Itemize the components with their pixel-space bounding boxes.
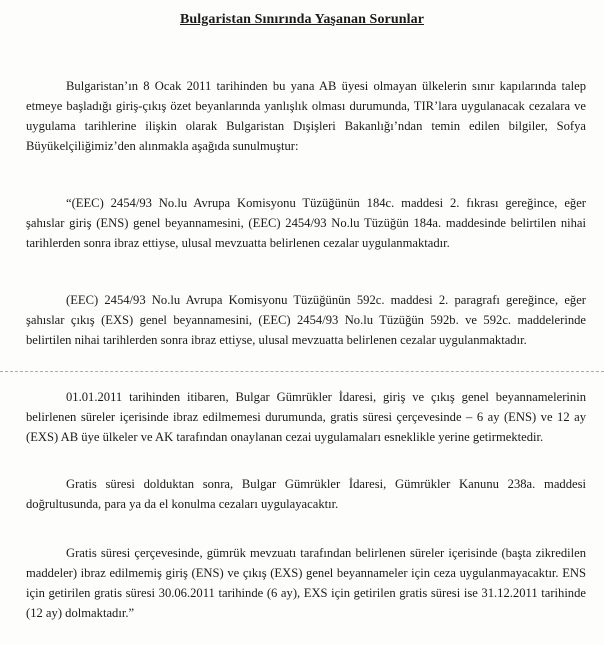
document-title: Bulgaristan Sınırında Yaşanan Sorunlar <box>179 12 425 27</box>
paragraph-ens-rule: “(EEC) 2454/93 No.lu Avrupa Komisyonu Tüzüğünün 184c. maddesi 2. fıkrası gereğince, eğer şahıslar giriş (ENS) genel beyannamesini, (EEC) 2454/93 No.lu Tüzüğün 184a. maddesinde belirtilen nihai tarihlerden sonra ibraz ettiyse, ulusal mevzuatta belirlenen cezalar uygulanmaktadır. <box>26 196 586 250</box>
paragraph-grace-period: 01.01.2011 tarihinden itibaren, Bulgar Gümrükler İdaresi, giriş ve çıkış genel beyannamelerinin belirlenen süreler içerisinde ibraz edilmemesi durumunda, gratis süresi çerçevesinde – 6 ay (ENS) ve 12 ay (EXS) AB üye ülkeler ve AK tarafından onaylanan cezai uygulamaları esneklikle yerine getirmektedir. <box>26 390 586 444</box>
paragraph-deadlines: Gratis süresi çerçevesinde, gümrük mevzuatı tarafından belirlenen süreler içerisinde (başta zikredilen maddeler) ibraz edilmemiş giriş (ENS) ve çıkış (EXS) genel beyannameler için ceza uygulanmayacaktır. ENS için getirilen gratis süresi 30.06.2011 tarihinde (6 ay), EXS için getirilen gratis süresi ise 31.12.2011 tarihinde (12 ay) dolmaktadır.” <box>26 546 586 620</box>
paragraph-intro: Bulgaristan’ın 8 Ocak 2011 tarihinden bu yana AB üyesi olmayan ülkelerin sınır kapılarında talep etmeye başladığı giriş-çıkış özet beyanlarında yanlışlık olması durumunda, TIR’lara uygulanacak cezalara ve uygulama tarihlerine ilişkin olarak Bulgaristan Dışişleri Bakanlığı’ndan temin edilen bilgiler, Sofya Büyükelçiliğimiz’den alınmakla aşağıda sunulmuştur: <box>26 79 586 153</box>
paragraph-exs-rule: (EEC) 2454/93 No.lu Avrupa Komisyonu Tüzüğünün 592c. maddesi 2. paragrafı gereğince, eğer şahıslar çıkış (EXS) genel beyannamesini, (EEC) 2454/93 No.lu Tüzüğün 592b. ve 592c. maddelerinde belirtilen nihai tarihlerden sonra ibraz ettiyse, ulusal mevzuatta belirlenen cezalar uygulanmaktadır. <box>26 293 586 347</box>
scan-divider-line <box>0 371 604 372</box>
paragraph-after-grace: Gratis süresi dolduktan sonra, Bulgar Gümrükler İdaresi, Gümrükler Kanunu 238a. maddesi doğrultusunda, para ya da el konulma cezaları uygulayacaktır. <box>26 477 586 511</box>
